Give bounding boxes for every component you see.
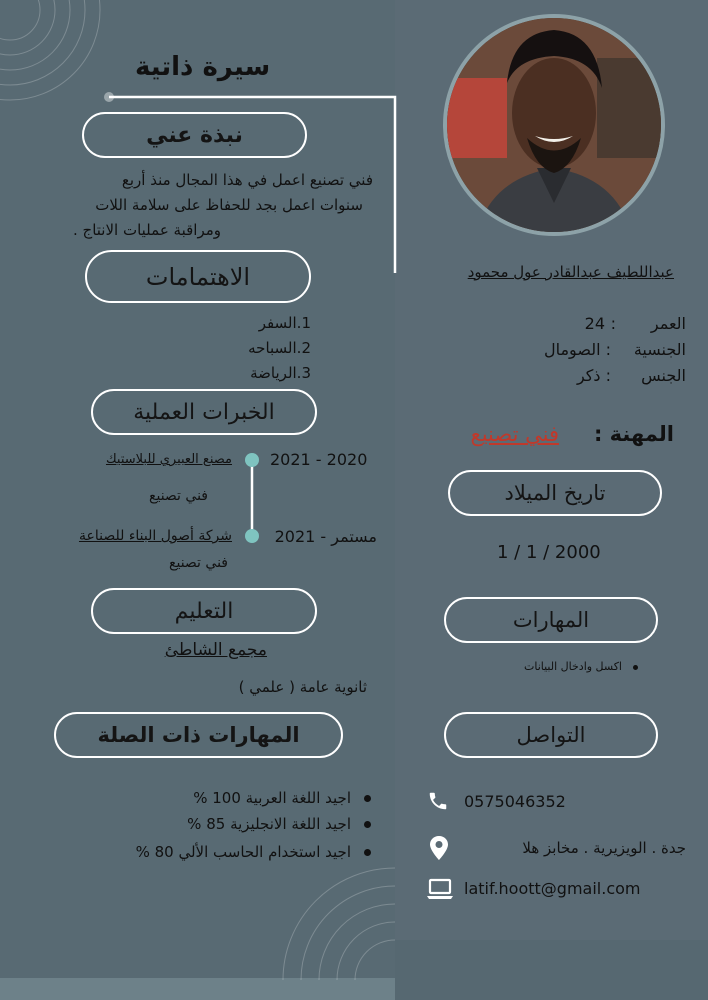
education-heading: [91, 588, 317, 634]
contact-heading-text: التواصل: [516, 723, 586, 747]
experience-company: مصنع العبيري للبلاستيك: [105, 452, 232, 467]
bottom-right-band: [395, 940, 708, 1000]
age-separator: :: [610, 314, 616, 333]
phone-icon: [427, 790, 449, 812]
experience-heading: [91, 389, 317, 435]
birth-date: 1 / 1 / 2000: [497, 542, 601, 563]
bullet: [364, 821, 371, 828]
age-value: 24: [584, 314, 605, 333]
page-title: سيرة ذاتية: [135, 52, 271, 82]
nationality-label: الجنسية: [633, 340, 686, 359]
education-school: مجمع الشاطئ: [164, 640, 267, 660]
about-line-3: ومراقبة عمليات الانتاج .: [72, 221, 221, 239]
gender-value: : ذكر: [576, 366, 611, 385]
bottom-band: [0, 978, 395, 1000]
email-address: latif.hoott@gmail.com: [464, 879, 641, 898]
interests-heading: [85, 250, 311, 303]
gender-label: الجنس: [641, 366, 686, 385]
decorative-arcs-bottom: [270, 860, 395, 980]
about-line-2: سنوات اعمل بجد للحفاظ على سلامة اللات: [95, 196, 363, 214]
experience-heading-text: الخبرات العملية: [133, 399, 275, 425]
phone-number: 0575046352: [464, 792, 566, 811]
interest-item: 1.السفر: [258, 314, 311, 332]
related-skills-heading: [54, 712, 343, 758]
profile-photo: [443, 14, 665, 236]
interest-item: 2.السباحه: [248, 339, 311, 357]
birth-heading: [448, 470, 662, 516]
laptop-icon: [426, 878, 454, 900]
about-heading: [82, 112, 307, 158]
education-heading-text: التعليم: [174, 598, 234, 624]
related-skill-item: اجيد اللغة العربية 100 %: [193, 789, 351, 807]
experience-timeline: [242, 452, 262, 544]
skills-heading: [444, 597, 658, 643]
birth-heading-text: تاريخ الميلاد: [504, 481, 606, 505]
about-heading-text: نبذة عني: [146, 122, 243, 148]
interests-heading-text: الاهتمامات: [145, 262, 251, 291]
avatar: [447, 18, 661, 232]
address: جدة . الويزيرية . مخابز هلا: [522, 839, 686, 857]
education-degree: ثانوية عامة ( علمي ): [238, 678, 367, 696]
interest-item: 3.الرياضة: [250, 364, 311, 382]
age-label: العمر: [650, 314, 686, 333]
experience-period: مستمر - 2021: [274, 527, 377, 546]
full-name: عبداللطيف عبدالقادر عول محمود: [467, 263, 674, 281]
contact-heading: [444, 712, 658, 758]
profession-label: المهنة :: [593, 422, 674, 446]
bullet: [633, 665, 638, 670]
experience-company: شركة أصول البناء للصناعة: [78, 528, 232, 544]
profession-value: فني تصنيع: [470, 422, 559, 446]
about-line-1: فني تصنيع اعمل في هذا المجال منذ أربع: [121, 171, 373, 189]
related-skill-item: اجيد اللغة الانجليزية 85 %: [187, 815, 351, 833]
bullet: [364, 849, 371, 856]
related-skills-heading-text: المهارات ذات الصلة: [97, 723, 300, 747]
nationality-value: : الصومال: [543, 340, 611, 359]
bullet: [364, 795, 371, 802]
experience-role: فني تصنيع: [169, 555, 228, 571]
related-skill-item: اجيد استخدام الحاسب الألي 80 %: [135, 843, 351, 861]
skills-heading-text: المهارات: [512, 608, 590, 632]
skill-item: اكسل وادخال البيانات: [523, 660, 622, 673]
experience-role: فني تصنيع: [149, 488, 208, 504]
location-icon: [429, 836, 449, 860]
experience-period: 2021 - 2020: [270, 450, 368, 469]
